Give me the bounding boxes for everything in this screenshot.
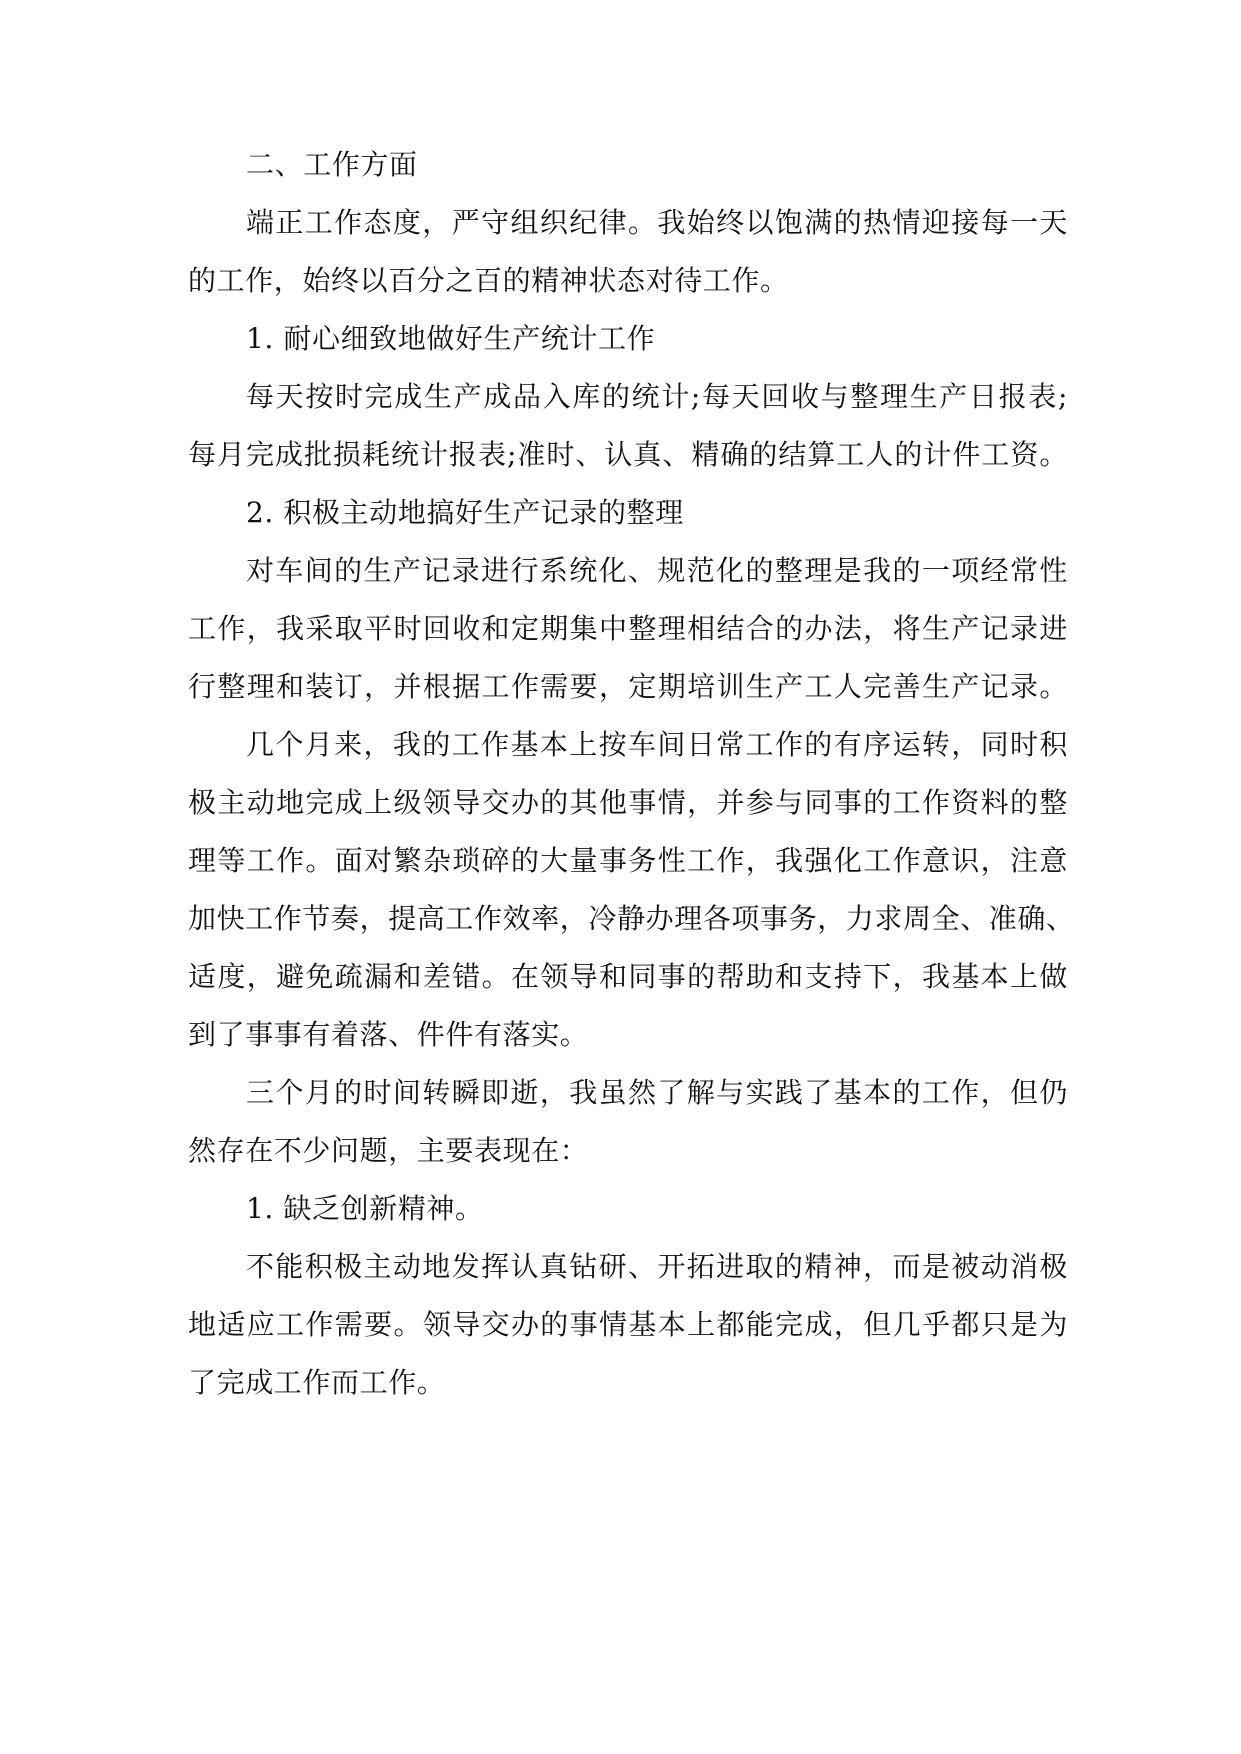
list-item-heading: 2. 积极主动地搞好生产记录的整理 [246, 496, 684, 529]
paragraph-line: 极主动地完成上级领导交办的其他事情，并参与同事的工作资料的整 [188, 786, 1068, 819]
section-heading: 二、工作方面 [246, 148, 418, 181]
paragraph-line: 对车间的生产记录进行系统化、规范化的整理是我的一项经常性 [246, 554, 1068, 587]
paragraph-line: 端正工作态度，严守组织纪律。我始终以饱满的热情迎接每一天 [246, 206, 1068, 239]
paragraph-line: 了完成工作而工作。 [188, 1366, 446, 1399]
paragraph-line: 加快工作节奏，提高工作效率，冷静办理各项事务，力求周全、准确、 [188, 902, 1075, 935]
paragraph-line: 地适应工作需要。领导交办的事情基本上都能完成，但几乎都只是为 [188, 1308, 1068, 1341]
paragraph-line: 适度，避免疏漏和差错。在领导和同事的帮助和支持下，我基本上做 [188, 960, 1068, 993]
paragraph-line: 的工作，始终以百分之百的精神状态对待工作。 [188, 264, 789, 297]
paragraph-line: 几个月来，我的工作基本上按车间日常工作的有序运转，同时积 [246, 728, 1068, 761]
paragraph-line: 每天按时完成生产成品入库的统计;每天回收与整理生产日报表; [246, 380, 1068, 413]
paragraph-line: 然存在不少问题，主要表现在： [188, 1134, 589, 1167]
paragraph-line: 每月完成批损耗统计报表;准时、认真、精确的结算工人的计件工资。 [188, 438, 1068, 471]
paragraph-line: 到了事事有着落、件件有落实。 [188, 1018, 589, 1051]
paragraph-line: 行整理和装订，并根据工作需要，定期培训生产工人完善生产记录。 [188, 670, 1068, 703]
list-item-heading: 1. 耐心细致地做好生产统计工作 [246, 322, 656, 355]
list-item-heading: 1. 缺乏创新精神。 [246, 1192, 484, 1225]
paragraph-line: 理等工作。面对繁杂琐碎的大量事务性工作，我强化工作意识，注意 [188, 844, 1068, 877]
paragraph-line: 工作，我采取平时回收和定期集中整理相结合的办法，将生产记录进 [188, 612, 1068, 645]
paragraph-line: 不能积极主动地发挥认真钻研、开拓进取的精神，而是被动消极 [246, 1250, 1068, 1283]
paragraph-line: 三个月的时间转瞬即逝，我虽然了解与实践了基本的工作，但仍 [246, 1076, 1068, 1109]
